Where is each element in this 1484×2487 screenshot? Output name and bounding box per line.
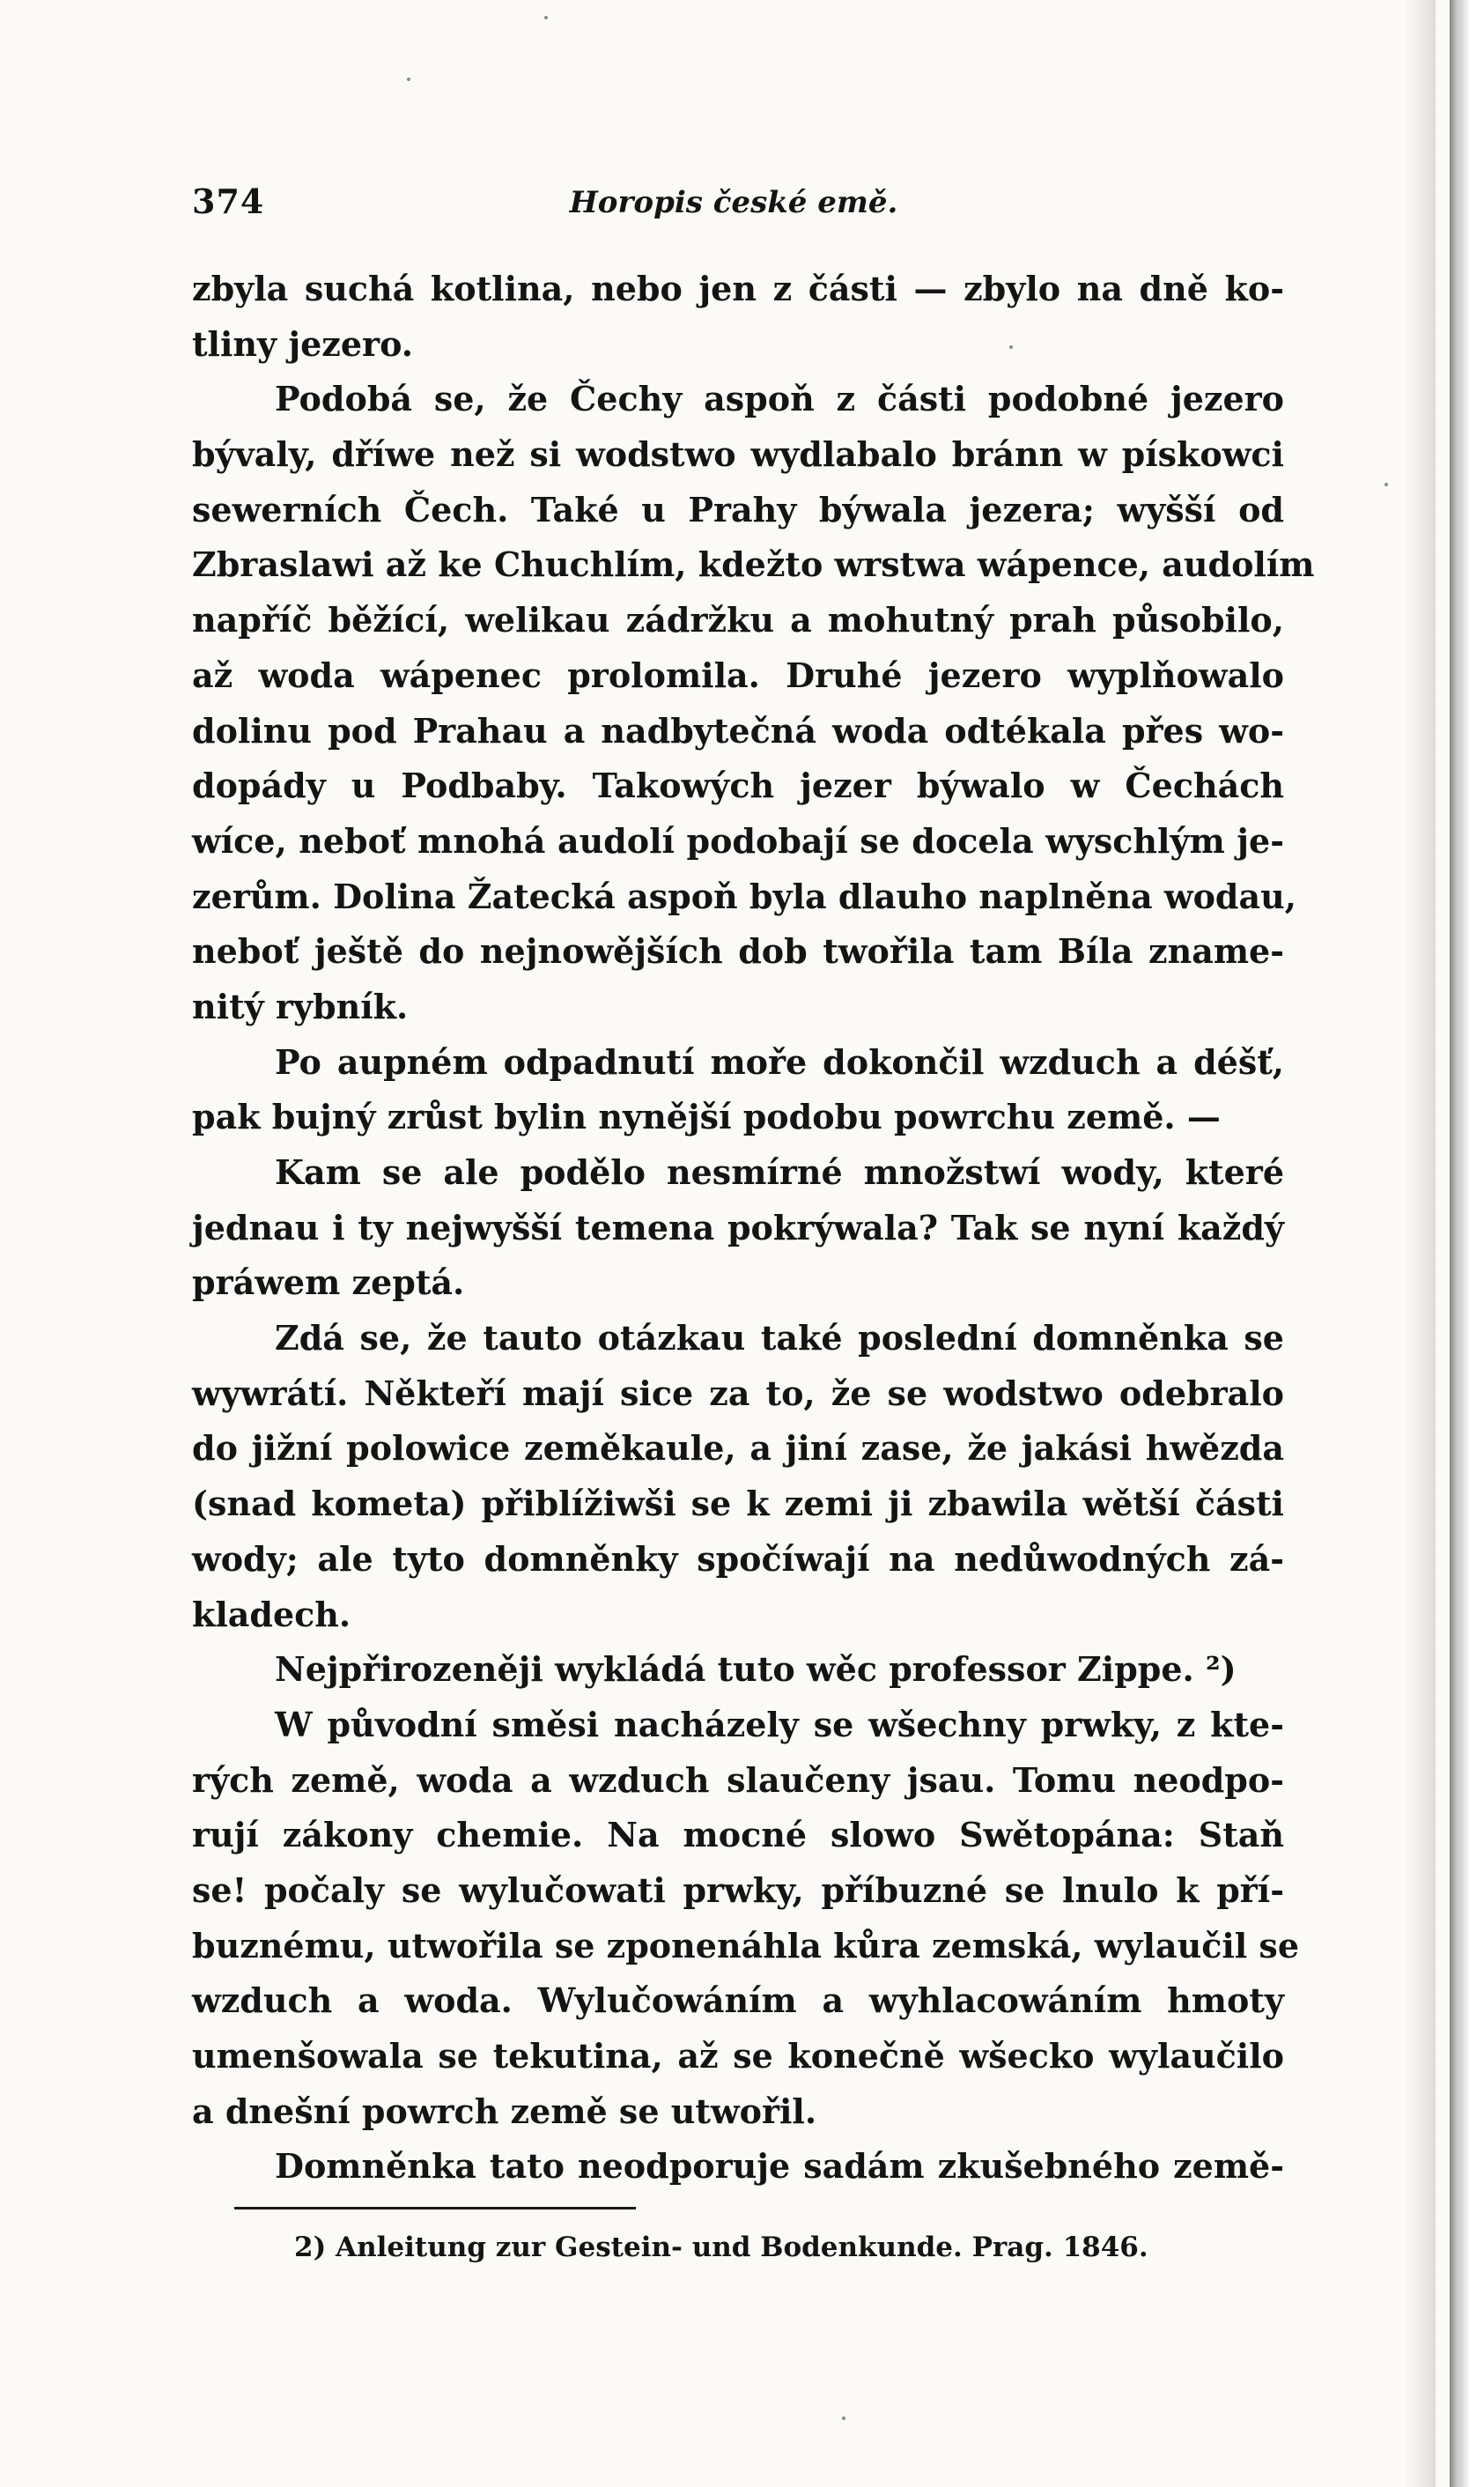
text-line: wody; ale tyto domněnky spočíwají na nedůwodných zá- (192, 1538, 1284, 1579)
footnote-rule (234, 2207, 636, 2209)
text-line: buznému, utwořila se zponenáhla kůra zemská, wylaučil se (192, 1925, 1300, 1965)
paper-speck (544, 16, 548, 19)
text-line: rují zákony chemie. Na mocné slowo Swětopána: Staň (192, 1815, 1284, 1855)
text-line: až woda wápenec prolomila. Druhé jezero wyplňowalo (192, 655, 1284, 695)
binding-shadow (1404, 0, 1436, 2487)
text-line: bývaly, dříwe než si wodstwo wydlabalo bránn w pískowci (192, 434, 1284, 475)
text-line: neboť ještě do nejnowějších dob twořila tam Bíla zname- (192, 931, 1284, 972)
text-line: dolinu pod Prahau a nadbytečná woda odtékala přes wo- (192, 710, 1284, 751)
text-line: umenšowala se tekutina, až se konečně wšecko wylaučilo (192, 2036, 1284, 2076)
text-line: wzduch a woda. Wylučowáním a wyhlacowáním hmoty (192, 1980, 1284, 2021)
page-edge (1450, 0, 1469, 2487)
footnote: 2) Anleitung zur Gestein- und Bodenkunde. Prag. 1846. (294, 2232, 1148, 2263)
text-line: Zdá se, že tauto otázkau také poslední domněnka se (275, 1318, 1284, 1358)
text-line: (snad kometa) přiblížiwši se k zemi ji zbawila wětší části (192, 1484, 1284, 1524)
text-line: Zbraslawi až ke Chuchlím, kdežto wrstwa wápence, audolím (192, 544, 1315, 585)
text-line: napříč běžící, welikau zádržku a mohutný prah působilo, (192, 600, 1284, 640)
text-line: nitý rybník. (192, 986, 409, 1026)
text-line: sewerních Čech. Také u Prahy býwala jezera; wyšší od (192, 489, 1284, 529)
text-line: rých země, woda a wzduch slaučeny jsau. Tomu neodpo- (192, 1759, 1284, 1800)
text-line: práwem zeptá. (192, 1262, 465, 1303)
text-line: dopády u Podbaby. Takowých jezer býwalo w Čechách (192, 766, 1284, 806)
text-line: wíce, neboť mnohá audolí podobají se docela wyschlým je- (192, 820, 1284, 861)
text-line: kladech. (192, 1594, 351, 1634)
text-line: wywrátí. Někteří mají sice za to, že se wodstwo odebralo (192, 1373, 1284, 1413)
page-number: 374 (192, 181, 265, 221)
running-title: Horopis české emě. (569, 185, 898, 220)
paper-speck (1384, 483, 1388, 486)
text-line: tliny jezero. (192, 323, 413, 364)
text-line: jednau i ty nejwyšší temena pokrýwala? Tak se nyní každý (192, 1207, 1284, 1247)
text-line: pak bujný zrůst bylin nynější podobu powrchu země. — (192, 1097, 1221, 1137)
text-line: Podobá se, že Čechy aspoň z části podobné jezero (275, 379, 1284, 419)
running-header (192, 181, 1275, 234)
text-line: Kam se ale podělo nesmírné množstwí wody, které (275, 1152, 1284, 1192)
paper-speck (407, 78, 410, 81)
text-line: W původní směsi nacházely se wšechny prwky, z kte- (275, 1704, 1284, 1744)
text-line: Nejpřirozeněji wykládá tuto wěc professor Zippe. ²) (275, 1649, 1237, 1690)
paper-speck (1009, 345, 1013, 349)
text-line: Po aupném odpadnutí moře dokončil wzduch a déšť, (275, 1041, 1284, 1082)
text-line: a dnešní powrch země se utwořil. (192, 2091, 817, 2131)
paper-speck (842, 2417, 845, 2420)
text-line: zerům. Dolina Žatecká aspoň byla dlauho naplněna wodau, (192, 876, 1296, 916)
body-text (192, 262, 1315, 2195)
text-line: se! počaly se wylučowati prwky, příbuzné se lnulo k pří- (192, 1869, 1284, 1910)
text-line: do jižní polowice zeměkaule, a jiní zase, že jakási hwězda (192, 1428, 1284, 1469)
text-line: Domněnka tato neodporuje sadám zkušebného země- (275, 2146, 1284, 2187)
text-line: zbyla suchá kotlina, nebo jen z části — zbylo na dně ko- (192, 269, 1284, 308)
